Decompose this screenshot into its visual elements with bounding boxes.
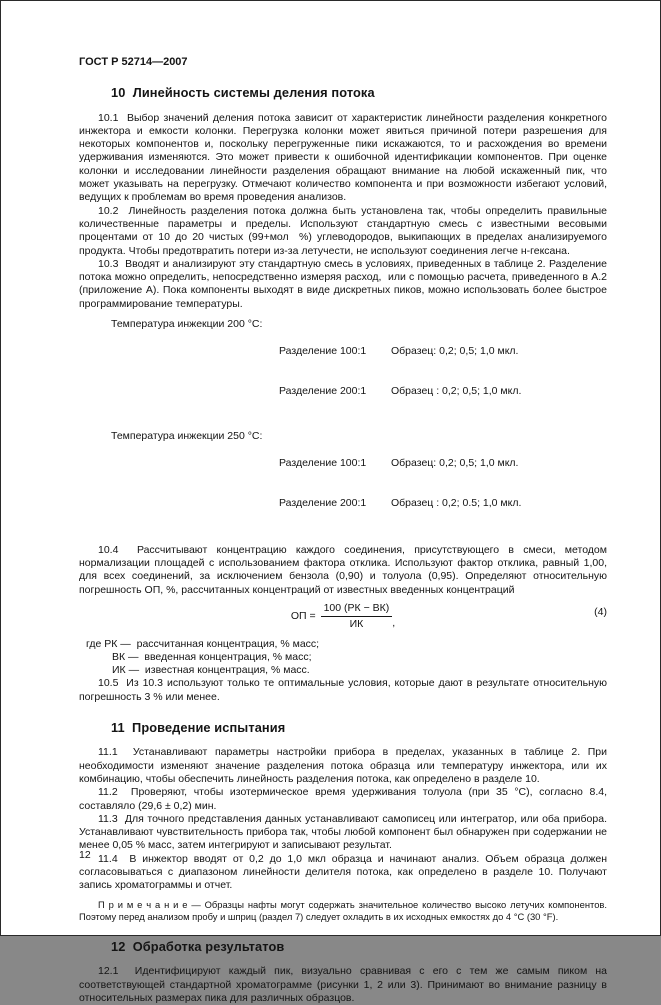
sample-volumes: Образец : 0,2; 0.5; 1,0 мкл.: [391, 496, 522, 509]
table-row: [111, 430, 607, 536]
sample-volumes-column: [391, 318, 607, 424]
sample-volumes: Образец: 0,2; 0,5; 1,0 мкл.: [391, 457, 519, 470]
symbol-definition-ik: ИК — известная концентрация, % масс.: [112, 664, 310, 677]
paragraph-11-1: 11.1 Устанавливают параметры настройки прибора в пределах, указанных в таблице 2. При необходимости изменяют значение разделения потока образца или температуру инжектора, или их комбинацию, чтобы обеспечить линейность разделения потока, как определено в разделе 10.: [79, 746, 610, 785]
formula-numerator: 100 (РК − ВК): [321, 602, 393, 617]
sample-volumes-column: [391, 430, 607, 536]
paragraph-10-3: 10.3 Вводят и анализируют эту стандартную смесь в условиях, приведенных в таблице 2. Разделение потока можно определить, непосредственно измеряя расход, или с помощью расчета, приведенного в А.2 (приложение А). Пока компоненты выходят в виде дискретных пиков, можно использовать более быстрое программирование температуры.: [79, 257, 610, 310]
paragraph-12-1: 12.1 Идентифицируют каждый пик, визуально сравнивая с его с тем же самым пиком на соответствующей стандартной хроматограмме (рисунки 1, 2 или 3). Принимают во внимание разницу в относительных размерах пика для различных образцов.: [79, 965, 610, 1004]
section-10-heading: 10 Линейность системы деления потока: [111, 85, 375, 101]
page-content: [79, 56, 610, 1005]
split-ratio-column: [279, 318, 391, 424]
symbol-definitions: [79, 638, 607, 678]
paragraph-11-4: 11.4 В инжектор вводят от 0,2 до 1,0 мкл образца и начинают анализ. Объем образца должен согласовываться с диапазоном линейности делителя потока, как определено в разделе 10. Получают запись хроматограммы и отчет.: [79, 852, 610, 892]
paragraph-10-4: 10.4 Рассчитывают концентрацию каждого соединения, присутствующего в смеси, методом нормализации площадей с использованием фактора отклика. Используют фактор отклика, равный 1,00, для всех соединений, за исключением бензола (0,90) и толуола (0,95). Определяют относительную погрешность ОП, %, рассчитанных концентраций от известных введенных концентраций: [79, 543, 610, 596]
formula-op: [79, 602, 607, 632]
paragraph-10-2: 10.2 Линейность разделения потока должна быть установлена так, чтобы определить правильные количественные параметры и пределы. Используют стандартную смесь с известными весовыми процентами от 10 до 20 чистых (99+мол %) углеводородов, выкипающих в пределах анализируемого продукта. Чтобы предотвратить потери из-за летучести, не используют соединения легче н-гексана.: [79, 204, 610, 257]
formula-comma: ,: [392, 617, 396, 630]
sample-volumes: Образец : 0,2; 0,5; 1,0 мкл.: [391, 384, 522, 397]
injection-temperature: Температура инжекции 200 °С:: [111, 318, 263, 331]
doc-code: ГОСТ Р 52714—2007: [79, 56, 188, 68]
page-number: 12: [79, 849, 91, 861]
formula-fraction: [321, 601, 396, 632]
section-11-heading: 11 Проведение испытания: [111, 720, 286, 736]
note-text: П р и м е ч а н и е — Образцы нафты могут содержать значительное количество высоко летучих компонентов. Поэтому перед анализом пробу и шприц (раздел 7) следует охладить в их исходных емкостях до 4 °С (30 °F).: [79, 898, 610, 922]
split-ratio: Разделение 100:1: [279, 344, 367, 357]
split-ratio: Разделение 200:1: [279, 384, 367, 397]
injection-conditions-table: [111, 318, 607, 537]
split-ratio: Разделение 100:1: [279, 457, 367, 470]
split-ratio-column: [279, 430, 391, 536]
paragraph-10-5: 10.5 Из 10.3 используют только те оптимальные условия, которые дают в результате относительную погрешность 3 % или менее.: [79, 677, 610, 703]
sample-volumes: Образец: 0,2; 0,5; 1,0 мкл.: [391, 344, 519, 357]
paragraph-10-1: 10.1 Выбор значений деления потока зависит от характеристик линейности разделения конкретного инжектора и емкости колонки. Перегрузка колонки может явиться причиной потери разрешения для некоторых компонентов и, поскольку перегруженные пики искажаются, то и расхождения во времени удерживания изменяются. Это может привести к ошибочной идентификации компонентов. При оценке колонки и исследовании линейности разделения обращают внимание на любой искаженный пик, что может указывать на перегрузку. Отмечают количество компонента и при возможности избегают условий, ведущих к проблемам во время проведения анализов.: [79, 111, 610, 204]
formula-denominator: ИК: [349, 618, 364, 631]
symbol-definition-rk: где РК — рассчитанная концентрация, % масс;: [86, 637, 320, 650]
equation-number: (4): [594, 605, 607, 618]
split-ratio: Разделение 200:1: [279, 496, 367, 509]
paragraph-11-3: 11.3 Для точного представления данных устанавливают самописец или интегратор, или оба прибора. Устанавливают чувствительность прибора так, чтобы любой компонент был обнаружен при содержании не менее 0,05 % масс, затем интегрируют и записывают результат.: [79, 812, 610, 852]
formula-lhs: ОП =: [290, 610, 316, 623]
injection-temperature: Температура инжекции 250 °С:: [111, 430, 263, 443]
symbol-definition-vk: ВК — введенная концентрация, % масс;: [112, 650, 312, 663]
section-12-heading: 12 Обработка результатов: [111, 939, 285, 955]
table-row: [111, 318, 607, 424]
paragraph-11-2: 11.2 Проверяют, чтобы изотермическое время удерживания толуола (при 35 °С), согласно 8.4, составляло (29,6 ± 0,2) мин.: [79, 786, 610, 812]
